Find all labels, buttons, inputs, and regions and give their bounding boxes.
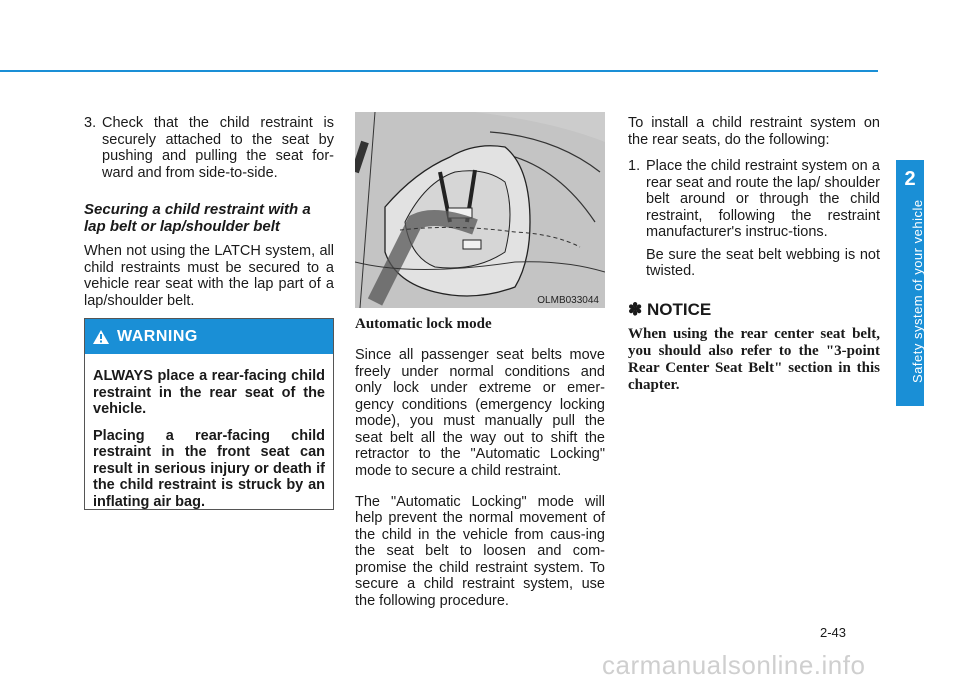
warning-triangle-icon [93, 330, 109, 344]
warning-paragraph-1: ALWAYS place a rear-facing child restraint in the rear seat of the vehicle. [93, 368, 325, 417]
chapter-title: Safety system of your vehicle [910, 199, 925, 383]
left-column [84, 115, 334, 309]
warning-paragraph-2: Placing a rear-facing child restraint in the front seat can result in serious injury or death if the child restraint is struck by an inflating air bag. [93, 427, 325, 510]
chapter-number: 2 [904, 168, 916, 190]
install-intro: To install a child restraint system on the rear seats, do the following: [628, 115, 880, 148]
warning-box [84, 318, 334, 510]
automatic-lock-paragraph-1: Since all passenger seat belts move freely under normal conditions and only lock under extreme or emer-gency conditions (emergency locking mode), you must manually pull the seat belt all the way out to shift the retractor to the "Automatic Locking" mode to secure a child restraint. [355, 347, 605, 479]
step-text: Place the child restraint system on a rear seat and route the lap/ shoulder belt around or through the child restraint, following the restraint manufacturer's instruc-tions. [646, 158, 880, 240]
middle-column [355, 316, 605, 624]
child-seat-illustration [355, 112, 605, 308]
header-rule [0, 70, 878, 72]
step-3 [84, 115, 334, 181]
seat-drawing [355, 112, 605, 308]
watermark: carmanualsonline.info [602, 650, 866, 680]
notice-text: When using the rear center seat belt, you should also refer to the "3-point Rear Center Seat Belt" section in this chapter. [628, 326, 880, 393]
right-column [628, 115, 880, 394]
warning-body [85, 354, 333, 510]
step-number: 3. [84, 115, 97, 131]
step-1-note: Be sure the seat belt webbing is not twisted. [646, 246, 880, 279]
step-number: 1. [628, 158, 641, 174]
warning-title: WARNING [117, 327, 198, 345]
figure-code: OLMB033044 [537, 295, 599, 306]
step-text: Check that the child restraint is securely attached to the seat by pushing and pulling the seat for-ward and from side-to-side. [102, 115, 334, 181]
page-number: 2-43 [820, 625, 847, 640]
warning-header [85, 319, 333, 354]
notice-title: ✽ NOTICE [628, 299, 712, 319]
automatic-lock-heading: Automatic lock mode [355, 316, 492, 332]
chapter-side-tab [896, 160, 924, 406]
section-subheading: Securing a child restraint with a lap belt or lap/shoulder belt [84, 201, 311, 235]
step-1 [628, 158, 880, 241]
latch-paragraph: When not using the LATCH system, all child restraints must be secured to a vehicle rear seat with the lap part of a lap/shoulder belt. [84, 243, 334, 309]
automatic-lock-paragraph-2: The "Automatic Locking" mode will help prevent the normal movement of the child in the vehicle from caus-ing the seat belt to loosen and com-promise the child restraint system. To secure a child restraint system, use the following procedure. [355, 493, 605, 609]
